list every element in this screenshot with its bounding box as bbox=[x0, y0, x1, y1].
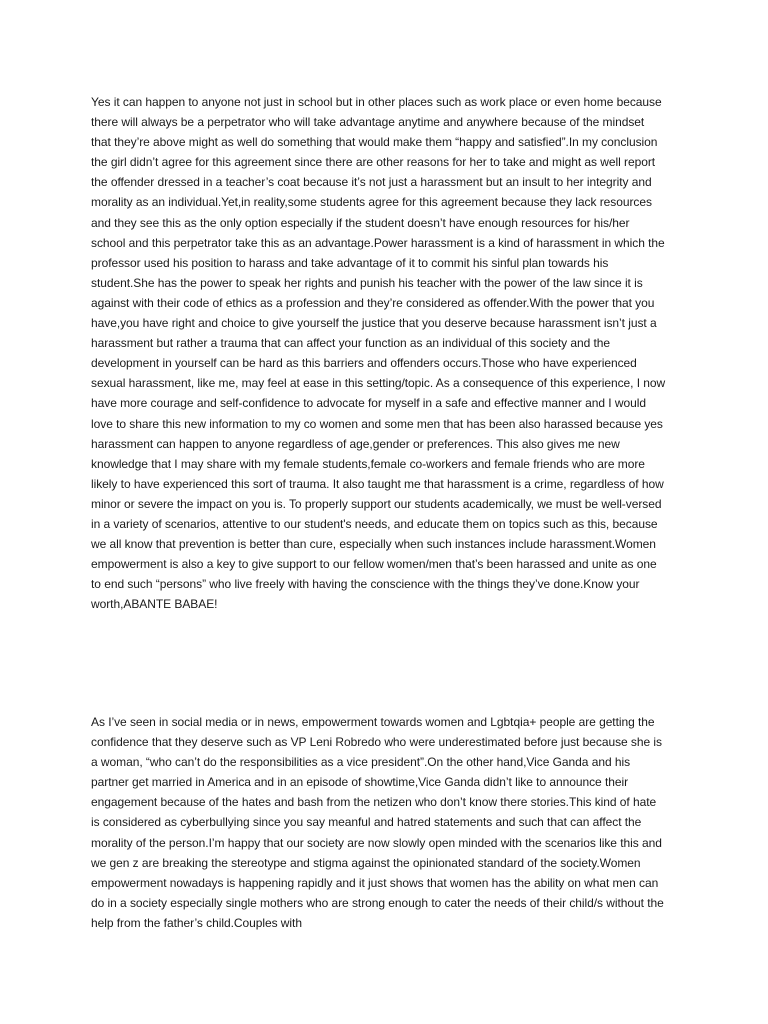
body-paragraph-1: Yes it can happen to anyone not just in school but in other places such as work place or even home because there will always be a perpetrator who will take advantage anytime and anywhere because of the mindset that they’re above might as well do something that would make them “happy and satisfied”.In my conclusion the girl didn’t agree for this agreement since there are other reasons for her to take and might as well report the offender dressed in a teacher’s coat because it’s not just a harassment but an insult to her integrity and morality as an individual.Yet,in reality,some students agree for this agreement because they lack resources and they see this as the only option especially if the student doesn’t have enough resources for his/her school and this perpetrator take this as an advantage.Power harassment is a kind of harassment in which the professor used his position to harass and take advantage of it to commit his sinful plan towards his student.She has the power to speak her rights and punish his teacher with the power of the law since it is against with their code of ethics as a profession and they’re considered as offender.With the power that you have,you have right and choice to give yourself the justice that you deserve because harassment isn’t just a harassment but rather a trauma that can affect your function as an individual of this society and the development in yourself can be hard as this barriers and offenders occurs.Those who have experienced sexual harassment, like me, may feel at ease in this setting/topic. As a consequence of this experience, I now have more courage and self-confidence to advocate for myself in a safe and effective manner and I would love to share this new information to my co women and some men that has been also harassed because yes harassment can happen to anyone regardless of age,gender or preferences. This also gives me new knowledge that I may share with my female students,female co-workers and female friends who are more likely to have experienced this sort of trauma. It also taught me that harassment is a crime, regardless of how minor or severe the impact on you is. To properly support our students academically, we must be well-versed in a variety of scenarios, attentive to our student's needs, and educate them on topics such as this, because we all know that prevention is better than cure, especially when such instances include harassment.Women empowerment is also a key to give support to our fellow women/men that’s been harassed and unite as one to end such “persons” who live freely with having the conscience with the things they’ve done.Know your worth,ABANTE BABAE! bbox=[91, 95, 666, 612]
body-paragraph-2: As I’ve seen in social media or in news, empowerment towards women and Lgbtqia+ people are getting the confidence that they deserve such as VP Leni Robredo who were underestimated before just because she is a woman, “who can’t do the responsibilities as a vice president”.On the other hand,Vice Ganda and his partner get married in America and in an episode of showtime,Vice Ganda didn’t like to announce their engagement because of the hates and bash from the netizen who don’t know there stories.This kind of hate is considered as cyberbullying since you say meanful and hatred statements and such that can affect the morality of the person.I’m happy that our society are now slowly open minded with the scenarios like this and we gen z are breaking the stereotype and stigma against the opinionated standard of the society.Women empowerment nowadays is happening rapidly and it just shows that women has the ability on what men can do in a society especially single mothers who are strong enough to cater the needs of their child/s without the help from the father’s child.Couples with bbox=[91, 715, 664, 930]
